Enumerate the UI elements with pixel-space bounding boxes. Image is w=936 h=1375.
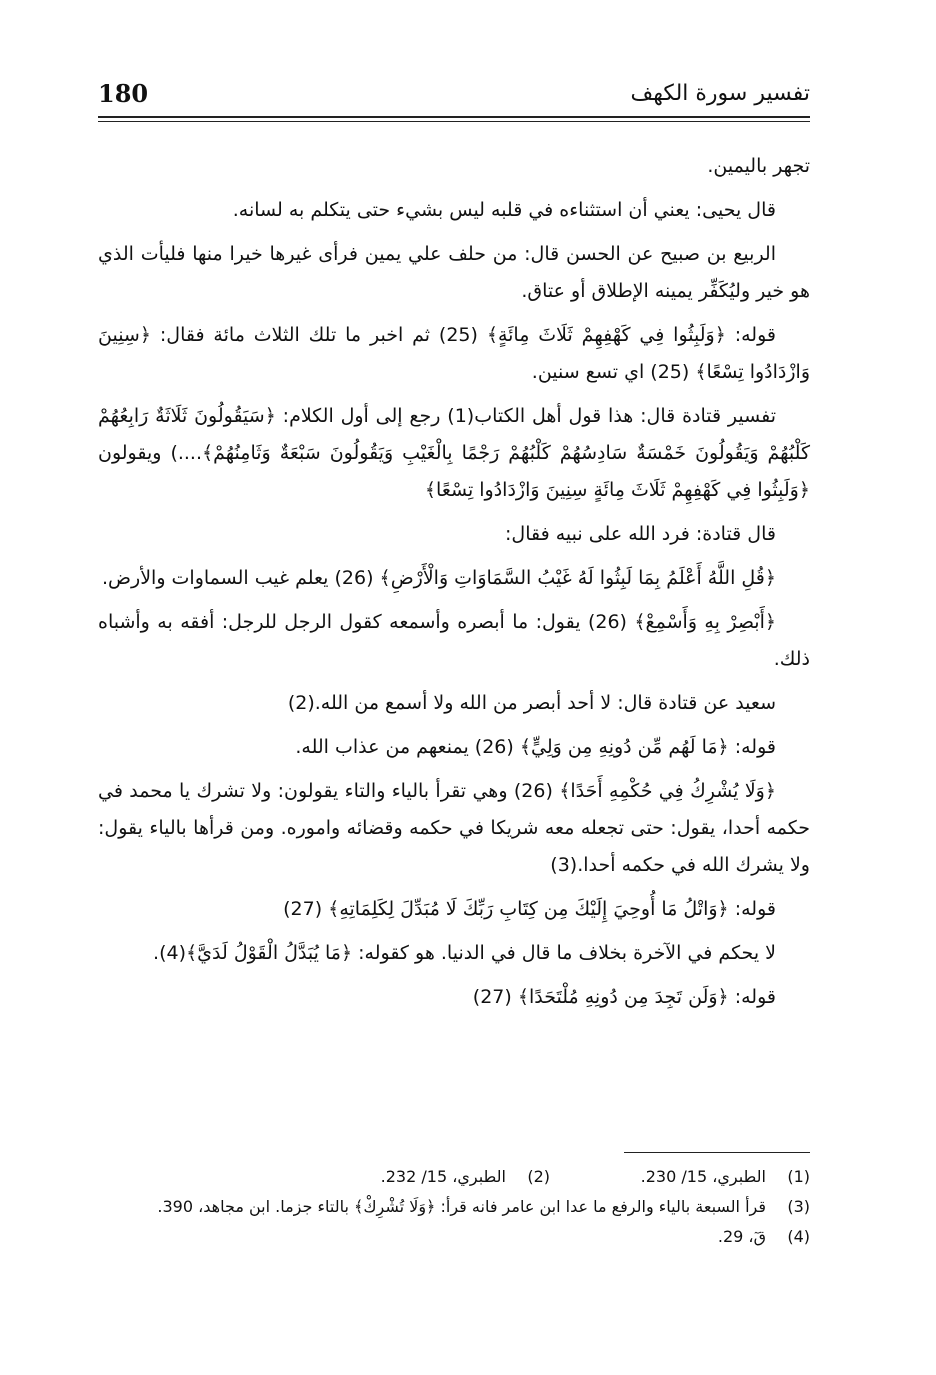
paragraph: قوله: ﴿مَا لَهُم مِّن دُونِهِ مِن وَلِيٍّ﴾ (26) يمنعهم من عذاب الله. xyxy=(295,736,776,758)
page-body xyxy=(98,148,810,1016)
paragraph: تفسير قتادة قال: هذا قول أهل الكتاب(1) رجع إلى أول الكلام: ﴿سَيَقُولُونَ ثَلَاثَةٌ رَابِعُهُمْ كَلْبُهُمْ وَيَقُولُونَ خَمْسَةٌ سَادِسُهُمْ كَلْبُهُمْ رَجْمًا بِالْغَيْبِ وَيَقُولُونَ سَبْعَةٌ وَثَامِنُهُمْ﴾....) ويقولون ﴿وَلَبِثُوا فِي كَهْفِهِمْ ثَلَاثَ مِائَةٍ سِنِينَ وَازْدَادُوا تِسْعًا﴾ xyxy=(98,405,810,501)
header-rule-thick xyxy=(98,116,810,118)
book-page xyxy=(98,70,810,1310)
footnote-number: (4) xyxy=(787,1227,810,1246)
paragraph: قوله: ﴿وَاتْلُ مَا أُوحِيَ إِلَيْكَ مِن كِتَابِ رَبِّكَ لَا مُبَدِّلَ لِكَلِمَاتِهِ﴾ (27) xyxy=(283,898,776,920)
footnote-number: (2) xyxy=(527,1167,550,1186)
footnote-text: الطبري، 15/ 232. xyxy=(380,1167,506,1186)
footnote-2 xyxy=(290,1162,550,1192)
footnote-number: (1) xyxy=(787,1167,810,1186)
paragraph: قال قتادة: فرد الله على نبيه فقال: xyxy=(504,523,776,545)
footnote-text: قرأ السبعة بالياء والرفع ما عدا ابن عامر فانه قرأ: ﴿وَلَا تُشْرِكْ﴾ بالتاء جزما. ابن مجاهد، 390. xyxy=(157,1197,766,1216)
paragraph: قال يحيى: يعني أن استثناءه في قلبه ليس بشيء حتى يتكلم به لسانه. xyxy=(232,199,776,221)
running-title: تفسير سورة الكهف xyxy=(630,81,810,106)
paragraph: قوله: ﴿وَلَبِثُوا فِي كَهْفِهِمْ ثَلَاثَ مِائَةٍ﴾ (25) ثم اخبر ما تلك الثلاث مائة فقال: ﴿سِنِينَ وَازْدَادُوا تِسْعًا﴾ (25) اي تسع سنين. xyxy=(98,324,810,383)
paragraph: لا يحكم في الآخرة بخلاف ما قال في الدنيا. هو كقوله: ﴿مَا يُبَدَّلُ الْقَوْلُ لَدَيَّ﴾(4). xyxy=(153,942,776,964)
footnote-text: قٓ، 29. xyxy=(717,1227,766,1246)
page-header xyxy=(98,70,810,110)
paragraph: قوله: ﴿وَلَن تَجِدَ مِن دُونِهِ مُلْتَحَدًا﴾ (27) xyxy=(472,986,776,1008)
paragraph: ﴿قُلِ اللَّهُ أَعْلَمُ بِمَا لَبِثُوا لَهُ غَيْبُ السَّمَاوَاتِ وَالْأَرْضِ﴾ (26) يعلم غيب السماوات والأرض. xyxy=(102,567,776,589)
paragraph: الربيع بن صبيح عن الحسن قال: من حلف علي يمين فرأى غيرها خيرا منها فليأت الذي هو خير وليُكَفِّر يمينه الإطلاق أو عتاق. xyxy=(98,243,810,302)
paragraph: تجهر باليمين. xyxy=(707,155,810,177)
header-rule-thin xyxy=(98,121,810,122)
footnote-text: الطبري، 15/ 230. xyxy=(640,1167,766,1186)
paragraph: سعيد عن قتادة قال: لا أحد أبصر من الله ولا أسمع من الله.(2) xyxy=(287,692,776,714)
paragraph: ﴿وَلَا يُشْرِكُ فِي حُكْمِهِ أَحَدًا﴾ (26) وهي تقرأ بالياء والتاء يقولون: ولا تشرك يا محمد في حكمه أحدا، يقول: حتى تجعله معه شريكا في حكمه وقضائه واموره. ومن قرأها بالياء يقول: ولا يشرك الله في حكمه أحدا.(3) xyxy=(98,780,810,876)
footnote-1 xyxy=(550,1162,810,1192)
page-number: 180 xyxy=(98,79,149,108)
footnote-3 xyxy=(98,1192,810,1222)
footnote-rule xyxy=(624,1152,810,1153)
footnote-number: (3) xyxy=(787,1197,810,1216)
paragraph: ﴿أَبْصِرْ بِهِ وَأَسْمِعْ﴾ (26) يقول: ما أبصره وأسمعه كقول الرجل للرجل: أفقه به وأشباه ذلك. xyxy=(98,611,810,670)
footnote-4 xyxy=(98,1222,810,1252)
footnotes xyxy=(98,1162,810,1252)
footnote-row xyxy=(98,1162,810,1192)
